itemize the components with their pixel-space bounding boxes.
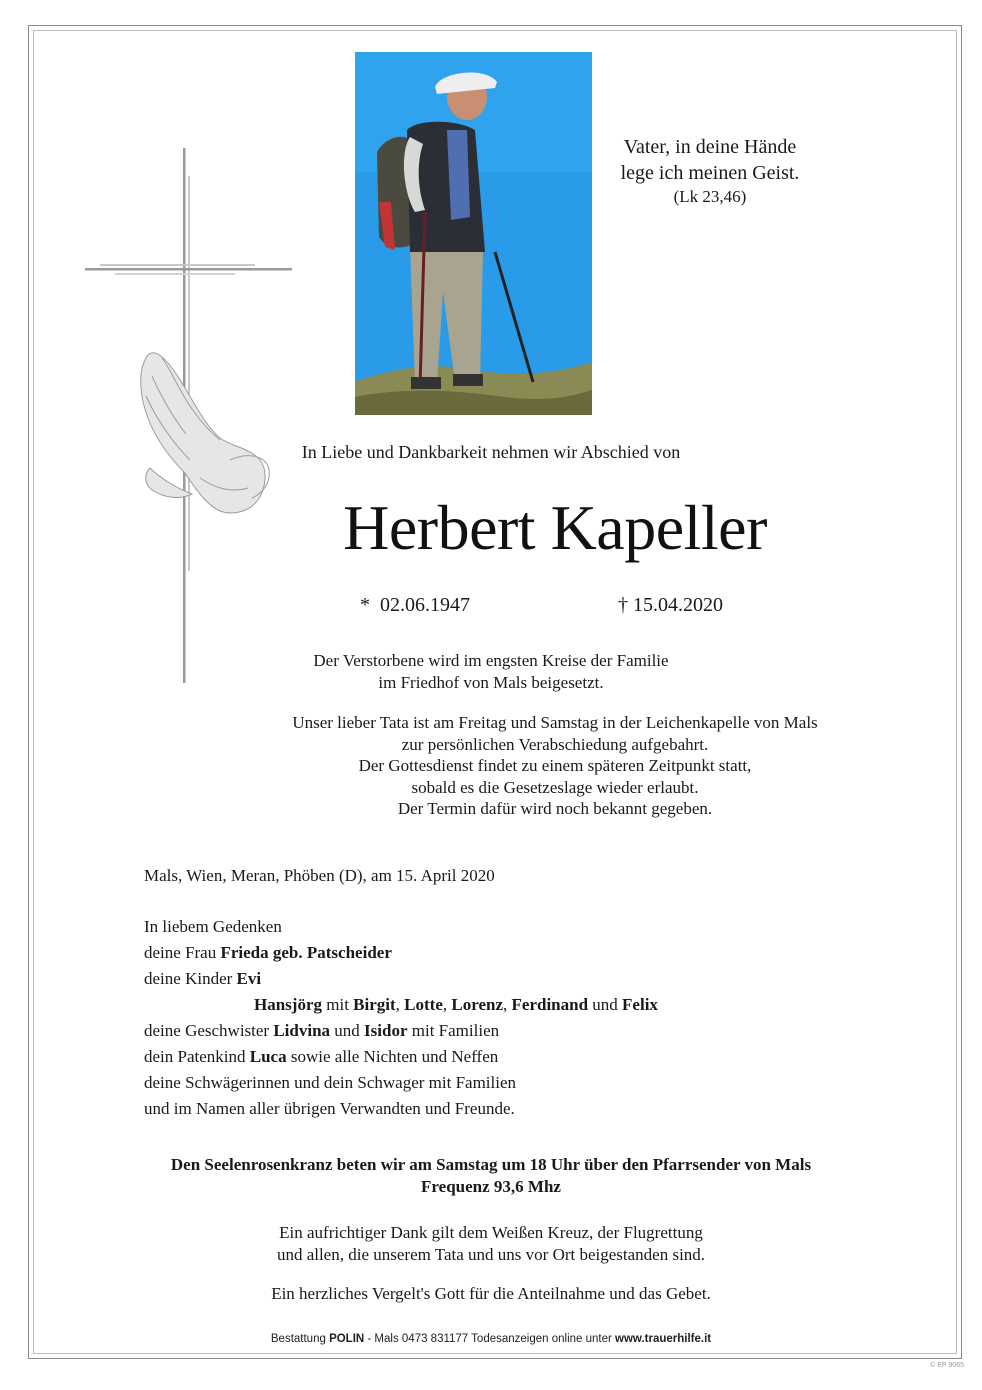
death-date-value: 15.04.2020 — [633, 594, 723, 616]
thanks-line: und allen, die unserem Tata und uns vor Ort beigestanden sind. — [276, 1244, 706, 1264]
mourners-line — [144, 940, 658, 966]
text: mit Familien — [407, 1021, 500, 1040]
birth-date-value: 02.06.1947 — [380, 594, 470, 616]
birth-symbol: * — [360, 594, 370, 616]
footer-text: - Mals 0473 831177 Todesanzeigen online unter — [364, 1333, 616, 1345]
website-link[interactable]: www.trauerhilfe.it — [615, 1333, 712, 1345]
quote-line-2: lege ich meinen Geist. — [620, 162, 800, 184]
relative-name: Lorenz — [451, 995, 504, 1014]
print-code: © EP 9065 — [930, 1362, 964, 1369]
text: und — [330, 1021, 365, 1040]
place-date: Mals, Wien, Meran, Phöben (D), am 15. April 2020 — [144, 866, 495, 885]
godchild-name: Luca — [249, 1047, 287, 1066]
relative-name: Felix — [622, 995, 658, 1014]
rosary-line: Den Seelenrosenkranz beten wir am Samstag um 18 Uhr über den Pfarrsender von Mals — [170, 1155, 812, 1174]
quote-line-1: Vater, in deine Hände — [623, 136, 797, 158]
birth-date — [360, 594, 470, 617]
wife-name: Frieda geb. Patscheider — [220, 943, 392, 962]
mourners-line — [144, 1044, 658, 1070]
mourners-line — [144, 966, 658, 992]
closing-text: Ein herzliches Vergelt's Gott für die Anteilnahme und das Gebet. — [271, 1284, 711, 1303]
thanks-line: Ein aufrichtiger Dank gilt dem Weißen Kreuz, der Flugrettung — [279, 1223, 703, 1242]
text: deine Frau — [144, 943, 221, 962]
relative-name: Lotte — [404, 995, 443, 1014]
text: deine Geschwister — [144, 1021, 274, 1040]
viewing-line: Unser lieber Tata ist am Freitag und Samstag in der Leichenkapelle von Mals — [292, 713, 818, 732]
relative-name: Ferdinand — [511, 995, 589, 1014]
text: dein Patenkind — [144, 1047, 250, 1066]
text: mit — [322, 995, 354, 1014]
mourners-line — [144, 992, 658, 1018]
viewing-line: Der Termin dafür wird noch bekannt gegeben. — [397, 799, 713, 818]
child-name: Evi — [236, 969, 262, 988]
mourners-line: und im Namen aller übrigen Verwandten und Freunde. — [144, 1099, 515, 1118]
text: , — [503, 995, 512, 1014]
relative-name: Birgit — [353, 995, 396, 1014]
thanks-text — [0, 1222, 982, 1265]
bible-quote — [600, 134, 820, 208]
footer — [0, 1333, 982, 1345]
burial-text — [0, 650, 982, 693]
viewing-line: sobald es die Gesetzeslage wieder erlaubt. — [411, 777, 699, 797]
rosary-notice — [0, 1154, 982, 1198]
cross-with-praying-hands-icon — [80, 148, 300, 693]
child-name: Hansjörg — [254, 995, 322, 1014]
footer-text: Bestattung — [270, 1333, 330, 1345]
text: und — [588, 995, 623, 1014]
burial-line: im Friedhof von Mals beigesetzt. — [378, 672, 604, 692]
sibling-name: Isidor — [364, 1021, 408, 1040]
text: sowie alle Nichten und Neffen — [286, 1047, 499, 1066]
portrait-photo — [355, 52, 592, 415]
funeral-home-name: POLIN — [329, 1333, 365, 1345]
viewing-line: zur persönlichen Verabschiedung aufgebahrt. — [401, 734, 709, 754]
mourners-line: deine Schwägerinnen und dein Schwager mit Familien — [144, 1073, 517, 1092]
death-date — [618, 594, 723, 617]
intro-text: In Liebe und Dankbarkeit nehmen wir Abschied von — [301, 442, 681, 462]
rosary-line: Frequenz 93,6 Mhz — [421, 1177, 561, 1196]
mourners-line — [144, 1018, 658, 1044]
quote-reference: (Lk 23,46) — [673, 187, 747, 206]
mourners-line: In liebem Gedenken — [144, 917, 282, 936]
viewing-line: Der Gottesdienst findet zu einem späteren Zeitpunkt statt, — [358, 756, 752, 775]
text: , — [395, 995, 405, 1014]
viewing-text — [0, 712, 982, 820]
sibling-name: Lidvina — [273, 1021, 331, 1040]
text: , — [442, 995, 452, 1014]
death-symbol: † — [618, 594, 628, 616]
deceased-name: Herbert Kapeller — [343, 492, 767, 563]
burial-line: Der Verstorbene wird im engsten Kreise der Familie — [313, 651, 669, 670]
text: deine Kinder — [144, 969, 237, 988]
mourners-list — [144, 914, 658, 1122]
